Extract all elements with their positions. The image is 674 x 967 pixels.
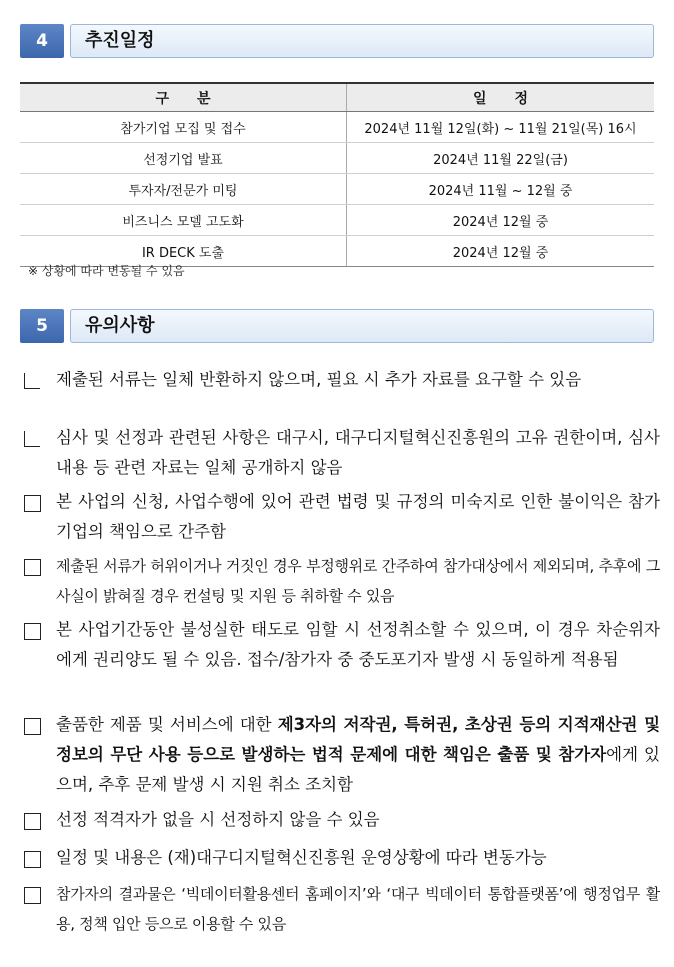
section-number: 5 xyxy=(20,309,64,343)
section-title: 추진일정 xyxy=(70,24,654,58)
notice-text-emphasis: 제3자의 저작권, 특허권, 초상권 등의 지적재산권 및 정보의 무단 사용 등으로 발생하는 법적 문제에 대한 책임은 출품 및 참가자 xyxy=(56,715,661,764)
notice-text: 심사 및 선정과 관련된 사항은 대구시, 대구디지털혁신진흥원의 고유 권한이며, 심사내용 등 관련 자료는 일체 공개하지 않음 xyxy=(56,428,660,477)
schedule-table xyxy=(20,82,654,267)
table-cell: 2024년 12월 중 xyxy=(347,205,655,236)
bullet-box-icon xyxy=(24,431,40,447)
notice-text: 본 사업의 신청, 사업수행에 있어 관련 법령 및 규정의 미숙지로 인한 불이익은 참가기업의 책임으로 간주함 xyxy=(56,492,660,541)
table-cell: 선정기업 발표 xyxy=(20,143,347,174)
list-item xyxy=(24,423,660,483)
list-item xyxy=(24,710,660,800)
table-cell: 2024년 11월 ~ 12월 중 xyxy=(347,174,655,205)
list-item xyxy=(24,843,660,873)
bullet-box-icon xyxy=(24,851,41,868)
bullet-box-icon xyxy=(24,813,41,830)
table-row xyxy=(20,174,654,205)
column-header-schedule: 일 정 xyxy=(347,83,655,112)
notice-text xyxy=(24,710,660,800)
notice-text: 제출된 서류가 허위이거나 거짓인 경우 부정행위로 간주하여 참가대상에서 제외되며, 추후에 그 사실이 밝혀질 경우 컨설팅 및 지원 등 취하할 수 있음 xyxy=(56,557,660,605)
bullet-box-icon xyxy=(24,887,41,904)
section-5-header xyxy=(20,309,654,343)
notice-text: 일정 및 내용은 (재)대구디지털혁신진흥원 운영상황에 따라 변동가능 xyxy=(56,848,547,867)
notice-text: 참가자의 결과물은 ‘빅데이터활용센터 홈페이지’와 ‘대구 빅데이터 통합플랫폼’에 행정업무 활용, 정책 입안 등으로 이용할 수 있음 xyxy=(56,885,660,933)
notice-text-part: 출품한 제품 및 서비스에 대한 xyxy=(56,715,278,734)
notice-text: 제출된 서류는 일체 반환하지 않으며, 필요 시 추가 자료를 요구할 수 있음 xyxy=(56,370,582,389)
bullet-box-icon xyxy=(24,495,41,512)
table-cell: 참가기업 모집 및 접수 xyxy=(20,112,347,143)
list-item xyxy=(24,487,660,547)
column-header-category: 구 분 xyxy=(20,83,347,112)
table-header-row xyxy=(20,83,654,112)
table-cell: 2024년 12월 중 xyxy=(347,236,655,267)
section-title: 유의사항 xyxy=(70,309,654,343)
schedule-note: ※ 상황에 따라 변동될 수 있음 xyxy=(28,264,185,278)
notice-text: 본 사업기간동안 불성실한 태도로 임할 시 선정취소할 수 있으며, 이 경우 차순위자에게 권리양도 될 수 있음. 접수/참가자 중 중도포기자 발생 시 동일하게 적용됨 xyxy=(56,620,660,669)
table-row xyxy=(20,143,654,174)
table-row xyxy=(20,112,654,143)
section-number: 4 xyxy=(20,24,64,58)
list-item xyxy=(24,551,660,611)
bullet-box-icon xyxy=(24,623,41,640)
bullet-box-icon xyxy=(24,559,41,576)
section-4-header xyxy=(20,24,654,58)
notice-text: 선정 적격자가 없을 시 선정하지 않을 수 있음 xyxy=(56,810,380,829)
table-cell: 투자자/전문가 미팅 xyxy=(20,174,347,205)
table-cell: 2024년 11월 22일(금) xyxy=(347,143,655,174)
table-row xyxy=(20,205,654,236)
list-item xyxy=(24,805,660,835)
table-cell: 비즈니스 모델 고도화 xyxy=(20,205,347,236)
list-item xyxy=(24,879,660,939)
notice-text-part: 에게 있으며, 추후 문제 발생 시 지원 취소 조치함 xyxy=(56,745,661,794)
table-cell: 2024년 11월 12일(화) ~ 11월 21일(목) 16시 xyxy=(347,112,655,143)
bullet-box-icon xyxy=(24,373,40,389)
list-item xyxy=(24,365,660,395)
list-item xyxy=(24,615,660,675)
table-cell: IR DECK 도출 xyxy=(20,236,347,267)
bullet-box-icon xyxy=(24,718,41,735)
